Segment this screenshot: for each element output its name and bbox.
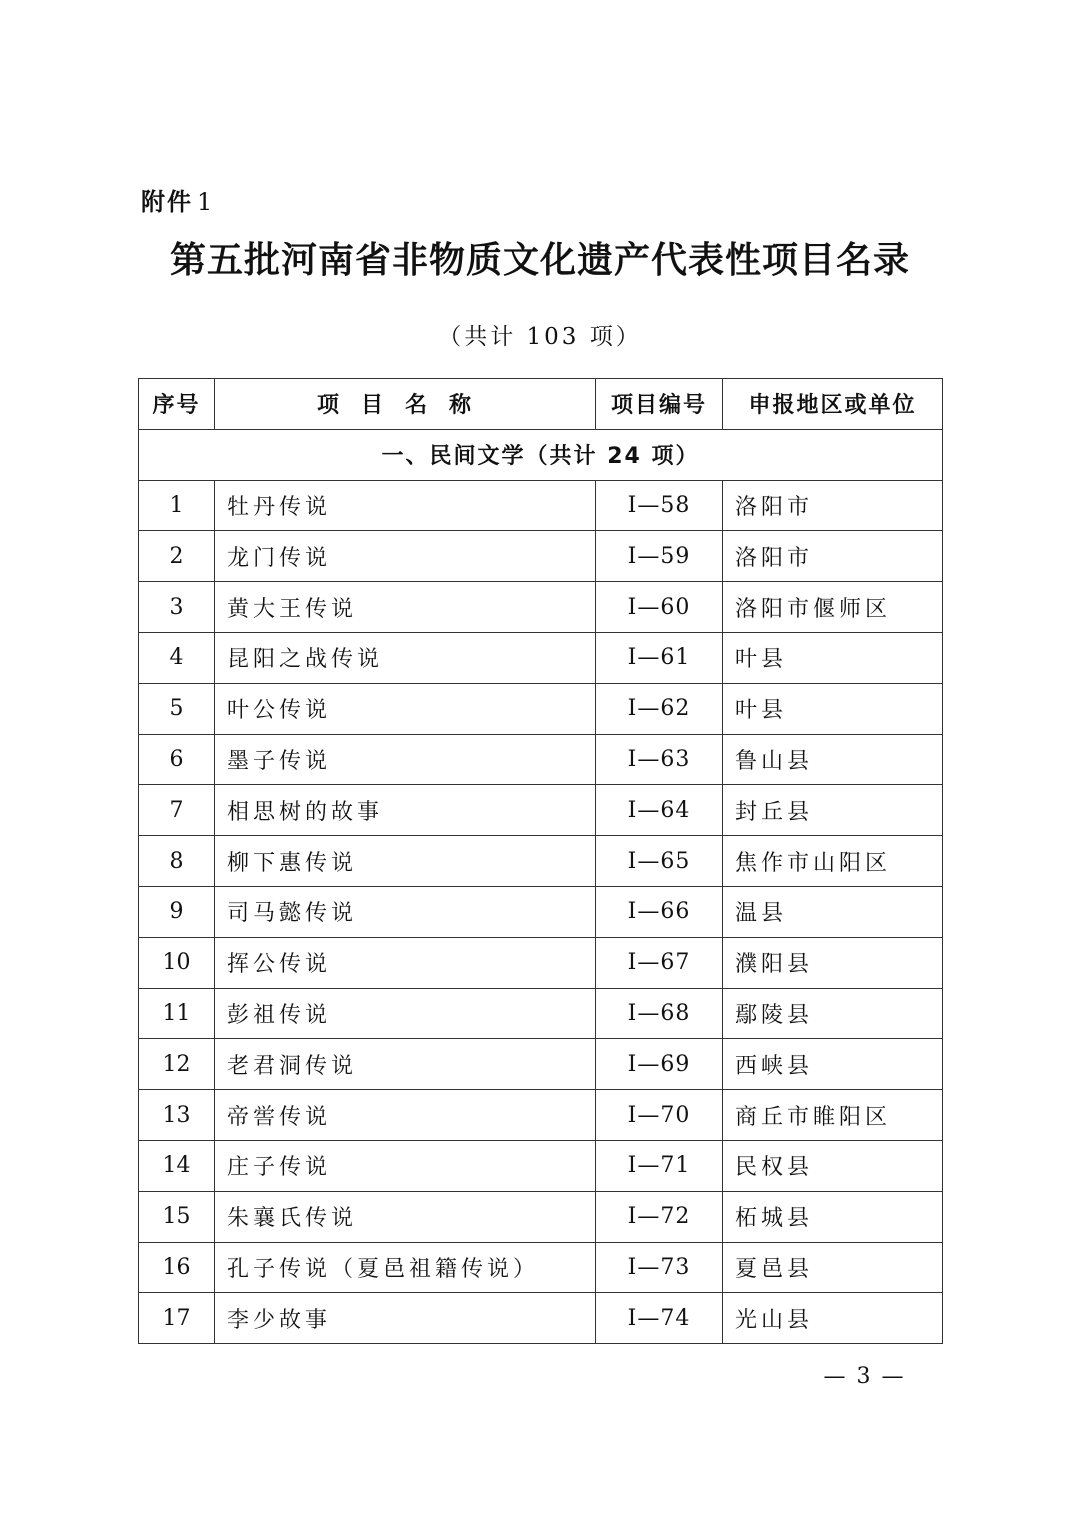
row-region: 叶县 — [723, 632, 943, 683]
row-region: 民权县 — [723, 1140, 943, 1191]
row-project-code: I—62 — [596, 683, 723, 734]
row-project-code: I—73 — [596, 1242, 723, 1293]
table-row — [139, 632, 943, 683]
row-project-name: 挥公传说 — [215, 937, 596, 988]
row-project-name: 彭祖传说 — [215, 988, 596, 1039]
row-project-code: I—72 — [596, 1191, 723, 1242]
row-index: 17 — [139, 1293, 215, 1344]
row-region: 夏邑县 — [723, 1242, 943, 1293]
row-project-name: 司马懿传说 — [215, 886, 596, 937]
document-title: 第五批河南省非物质文化遗产代表性项目名录 — [169, 239, 910, 281]
attachment-text: 附件 — [141, 188, 193, 216]
row-region: 洛阳市偃师区 — [723, 582, 943, 633]
row-project-name: 黄大王传说 — [215, 582, 596, 633]
row-index: 16 — [139, 1242, 215, 1293]
row-project-code: I—68 — [596, 988, 723, 1039]
row-project-code: I—66 — [596, 886, 723, 937]
row-project-name: 龙门传说 — [215, 531, 596, 582]
table-row — [139, 836, 943, 887]
row-project-code: I—61 — [596, 632, 723, 683]
table-row — [139, 683, 943, 734]
row-index: 5 — [139, 683, 215, 734]
row-index: 9 — [139, 886, 215, 937]
table-row — [139, 734, 943, 785]
table-row — [139, 582, 943, 633]
row-project-code: I—63 — [596, 734, 723, 785]
row-project-code: I—64 — [596, 785, 723, 836]
table-row — [139, 480, 943, 531]
row-region: 光山县 — [723, 1293, 943, 1344]
row-project-name: 叶公传说 — [215, 683, 596, 734]
header-project-code: 项目编号 — [596, 379, 723, 430]
row-project-code: I—69 — [596, 1039, 723, 1090]
row-index: 6 — [139, 734, 215, 785]
document-subtitle: （共计 103 项） — [438, 324, 642, 350]
row-index: 11 — [139, 988, 215, 1039]
row-project-code: I—70 — [596, 1090, 723, 1141]
row-region: 焦作市山阳区 — [723, 836, 943, 887]
row-index: 7 — [139, 785, 215, 836]
table-row — [139, 937, 943, 988]
heritage-list-table — [138, 378, 943, 1344]
header-index: 序号 — [139, 379, 215, 430]
row-index: 2 — [139, 531, 215, 582]
row-region: 西峡县 — [723, 1039, 943, 1090]
row-region: 濮阳县 — [723, 937, 943, 988]
row-index: 13 — [139, 1090, 215, 1141]
row-region: 温县 — [723, 886, 943, 937]
table-row — [139, 1090, 943, 1141]
row-index: 8 — [139, 836, 215, 887]
table-row — [139, 1140, 943, 1191]
table-row — [139, 531, 943, 582]
row-project-name: 昆阳之战传说 — [215, 632, 596, 683]
row-region: 洛阳市 — [723, 480, 943, 531]
row-index: 1 — [139, 480, 215, 531]
row-project-name: 柳下惠传说 — [215, 836, 596, 887]
row-project-code: I—58 — [596, 480, 723, 531]
row-project-name: 帝喾传说 — [215, 1090, 596, 1141]
row-region: 叶县 — [723, 683, 943, 734]
table-row — [139, 988, 943, 1039]
row-project-code: I—67 — [596, 937, 723, 988]
row-index: 15 — [139, 1191, 215, 1242]
row-project-name: 老君洞传说 — [215, 1039, 596, 1090]
page-number: — 3 — — [823, 1364, 906, 1389]
table-row — [139, 1293, 943, 1344]
row-region: 鲁山县 — [723, 734, 943, 785]
row-project-name: 庄子传说 — [215, 1140, 596, 1191]
row-project-code: I—59 — [596, 531, 723, 582]
row-project-code: I—74 — [596, 1293, 723, 1344]
row-region: 商丘市睢阳区 — [723, 1090, 943, 1141]
row-project-code: I—65 — [596, 836, 723, 887]
row-project-code: I—60 — [596, 582, 723, 633]
header-region: 申报地区或单位 — [723, 379, 943, 430]
table-header-row — [139, 379, 943, 430]
row-project-name: 朱襄氏传说 — [215, 1191, 596, 1242]
row-index: 3 — [139, 582, 215, 633]
row-index: 10 — [139, 937, 215, 988]
row-index: 14 — [139, 1140, 215, 1191]
row-project-name: 李少故事 — [215, 1293, 596, 1344]
row-index: 4 — [139, 632, 215, 683]
section-row — [139, 429, 943, 480]
row-project-code: I—71 — [596, 1140, 723, 1191]
row-region: 封丘县 — [723, 785, 943, 836]
attachment-number: 1 — [197, 188, 215, 216]
table-row — [139, 886, 943, 937]
row-project-name: 相思树的故事 — [215, 785, 596, 836]
header-project-name: 项目名称 — [215, 379, 596, 430]
row-region: 柘城县 — [723, 1191, 943, 1242]
row-region: 鄢陵县 — [723, 988, 943, 1039]
table-row — [139, 1039, 943, 1090]
table-row — [139, 1242, 943, 1293]
row-project-name: 墨子传说 — [215, 734, 596, 785]
row-index: 12 — [139, 1039, 215, 1090]
row-project-name: 牡丹传说 — [215, 480, 596, 531]
row-region: 洛阳市 — [723, 531, 943, 582]
attachment-label — [141, 182, 214, 217]
table-row — [139, 785, 943, 836]
section-title: 一、民间文学（共计 24 项） — [139, 429, 943, 480]
row-project-name: 孔子传说（夏邑祖籍传说） — [215, 1242, 596, 1293]
table-row — [139, 1191, 943, 1242]
